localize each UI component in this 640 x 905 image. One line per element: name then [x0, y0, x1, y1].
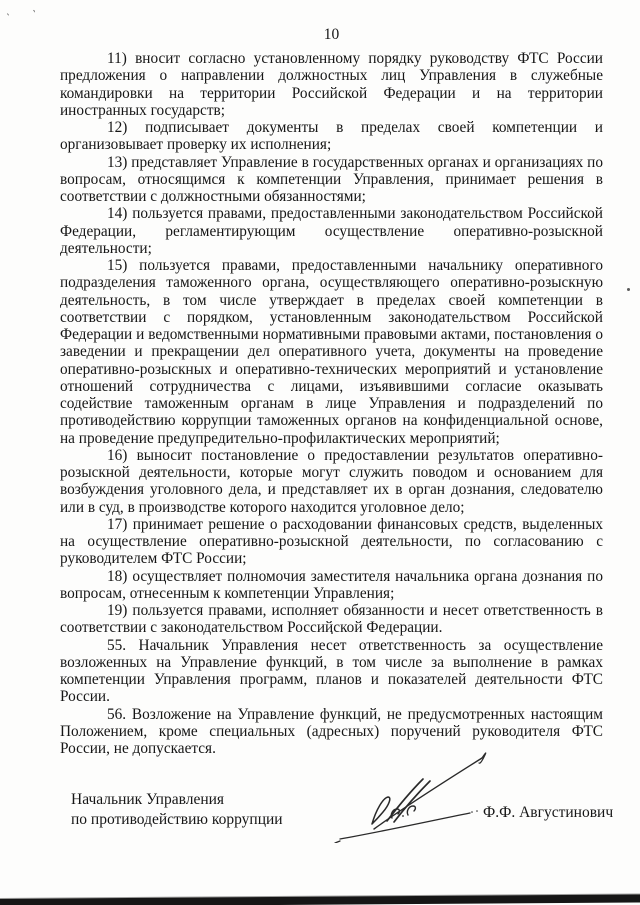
paragraph: 11) вносит согласно установленному порядку руководству ФТС России предложения о направлении должностных лиц Управления в служебные командировки на территории Российской Федерации и на территории иностранных государств;: [60, 50, 603, 119]
paragraph: 19) пользуется правами, исполняет обязанности и несет ответственность в соответствии с законодательством Российской Федерации.: [60, 602, 603, 637]
handwritten-signature-icon: [330, 748, 500, 843]
signer-name: Ф.Ф. Августинович: [483, 804, 614, 821]
document-body: [60, 50, 603, 757]
paragraph: 13) представляет Управление в государственных органах и организациях по вопросам, относящимся к компетенции Управления, принимает решения в соответствии с должностными обязанностями;: [60, 153, 603, 205]
paragraph: 16) выносит постановление о предоставлении результатов оперативно-розыскной деятельности, которые могут служить поводом и основанием для возбуждения уголовного дела, и представляет их в орган дознания, следователю или в суд, в производстве которого находится уголовное дело;: [60, 446, 603, 516]
page-number: 10: [323, 26, 340, 43]
paragraph: 55. Начальник Управления несет ответственность за осуществление возложенных на Управление функций, в том числе за выполнение в рамках компетенции Управления программ, планов и показателей деятельности ФТС России.: [60, 636, 603, 706]
scan-artifact-dot: [627, 288, 630, 291]
paragraph: 17) принимает решение о расходовании финансовых средств, выделенных на осуществление оперативно-розыскной деятельности, по согласованию с руководителем ФТС России;: [60, 515, 603, 568]
signer-title-line1: Начальник Управления: [71, 791, 225, 808]
scan-artifact-mark: ˏ: [5, 3, 12, 17]
paragraph: 56. Возложение на Управление функций, не предусмотренных настоящим Положением, кроме специальных (адресных) поручений руководителя ФТС России, не допускается.: [60, 705, 603, 757]
scanner-edge-bar: [0, 894, 640, 905]
signer-title-line2: по противодействию коррупции: [71, 811, 283, 828]
paragraph: 12) подписывает документы в пределах своей компетенции и организовывает проверку их исполнения;: [60, 119, 603, 154]
paragraph: 15) пользуется правами, предоставленными начальнику оперативного подразделения таможенного органа, осуществляющего оперативно-розыскную деятельность, в том числе утверждает в пределах своей компетенции в соответствии с порядком, установленным законодательством Российской Федерации и ведомственными нормативными правовыми актами, постановления о заведении и прекращении дел оперативного учета, документы на проведение оперативно-розыскных и оперативно-технических мероприятий и установление отношений сотрудничества с лицами, изъявившими согласие оказывать содействие таможенным органам в лице Управления и подразделений по противодействию коррупции таможенных органов на конфиденциальной основе, на проведение предупредительно-профилактических мероприятий;: [60, 257, 603, 447]
paragraph: 14) пользуется правами, предоставленными законодательством Российской Федерации, регламентирующим осуществление оперативно-розыскной деятельности;: [60, 205, 603, 257]
scan-artifact-mark: ˏ: [31, 0, 41, 14]
signer-title: [71, 790, 283, 830]
paragraph: 18) осуществляет полномочия заместителя начальника органа дознания по вопросам, отнесенным к компетенции Управления;: [60, 567, 603, 602]
